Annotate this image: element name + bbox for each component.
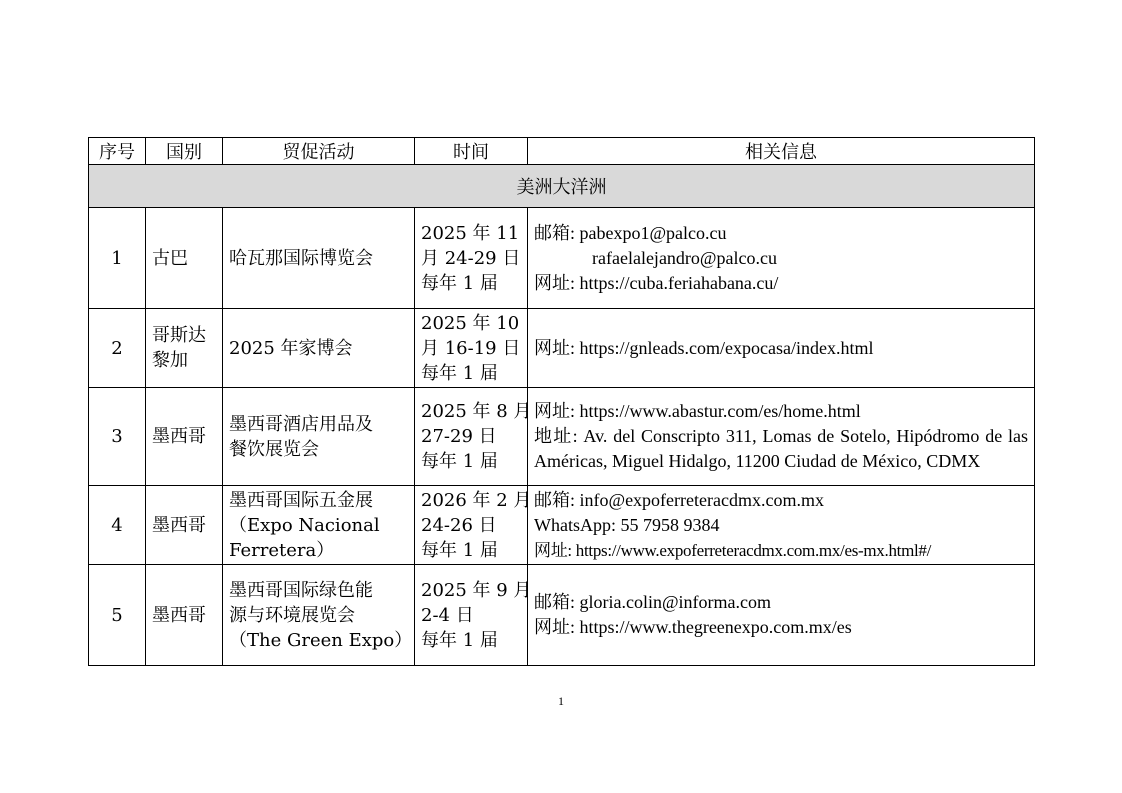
table-row	[89, 388, 1035, 486]
row-time: 2025 年 9 月 2-4 日 每年 1 届	[415, 565, 528, 666]
table-row	[89, 565, 1035, 666]
table-row	[89, 309, 1035, 388]
table-row	[89, 208, 1035, 309]
row-country: 墨西哥	[146, 388, 223, 486]
email-text: 邮箱: gloria.colin@informa.com	[534, 592, 772, 612]
row-country: 墨西哥	[146, 486, 223, 565]
row-country: 墨西哥	[146, 565, 223, 666]
trade-events-table	[88, 137, 1035, 666]
email-text: 邮箱: info@expoferreteracdmx.com.mx	[534, 489, 824, 510]
header-no: 序号	[89, 138, 146, 165]
row-no: 5	[89, 565, 146, 666]
row-activity: 墨西哥酒店用品及 餐饮展览会	[223, 388, 415, 486]
header-info: 相关信息	[528, 138, 1035, 165]
whatsapp-text: WhatsApp: 55 7958 9384	[534, 514, 720, 535]
page-number: 1	[558, 694, 564, 708]
header-row	[89, 138, 1035, 165]
email-text: rafaelalejandro@palco.cu	[592, 247, 777, 268]
website-text: 网址: https://www.abastur.com/es/home.html	[534, 401, 861, 421]
row-country: 哥斯达 黎加	[146, 309, 223, 388]
row-info	[528, 565, 1035, 666]
website-text: 网址: https://www.thegreenexpo.com.mx/es	[534, 617, 852, 637]
row-time: 2025 年 11 月 24-29 日 每年 1 届	[415, 208, 528, 309]
row-info	[528, 388, 1035, 486]
row-no: 2	[89, 309, 146, 388]
row-info	[528, 486, 1035, 565]
row-country: 古巴	[146, 208, 223, 309]
website-text: 网址: https://cuba.feriahabana.cu/	[534, 272, 779, 293]
row-time: 2026 年 2 月 24-26 日 每年 1 届	[415, 486, 528, 565]
header-activity: 贸促活动	[223, 138, 415, 165]
row-info	[528, 309, 1035, 388]
row-no: 3	[89, 388, 146, 486]
address-text: 地址: Av. del Conscripto 311, Lomas de Sotelo, Hipódromo de las Américas, Miguel Hidalgo, 11200 Ciudad de México, CDMX	[534, 426, 1028, 471]
row-no: 1	[89, 208, 146, 309]
header-time: 时间	[415, 138, 528, 165]
row-info	[528, 208, 1035, 309]
region-label: 美洲大洋洲	[89, 165, 1035, 208]
row-time: 2025 年 8 月 27-29 日 每年 1 届	[415, 388, 528, 486]
email-text: 邮箱: pabexpo1@palco.cu	[534, 222, 727, 243]
row-time: 2025 年 10 月 16-19 日 每年 1 届	[415, 309, 528, 388]
row-no: 4	[89, 486, 146, 565]
row-activity: 墨西哥国际五金展 （Expo Nacional Ferretera）	[223, 486, 415, 565]
row-activity: 墨西哥国际绿色能 源与环境展览会 （The Green Expo）	[223, 565, 415, 666]
website-text: 网址: https://gnleads.com/expocasa/index.html	[534, 337, 874, 358]
row-activity: 哈瓦那国际博览会	[223, 208, 415, 309]
header-country: 国别	[146, 138, 223, 165]
table-row	[89, 486, 1035, 565]
row-activity: 2025 年家博会	[223, 309, 415, 388]
website-text: 网址: https://www.expoferreteracdmx.com.mx/es-mx.html#/	[534, 540, 932, 560]
region-row	[89, 165, 1035, 208]
